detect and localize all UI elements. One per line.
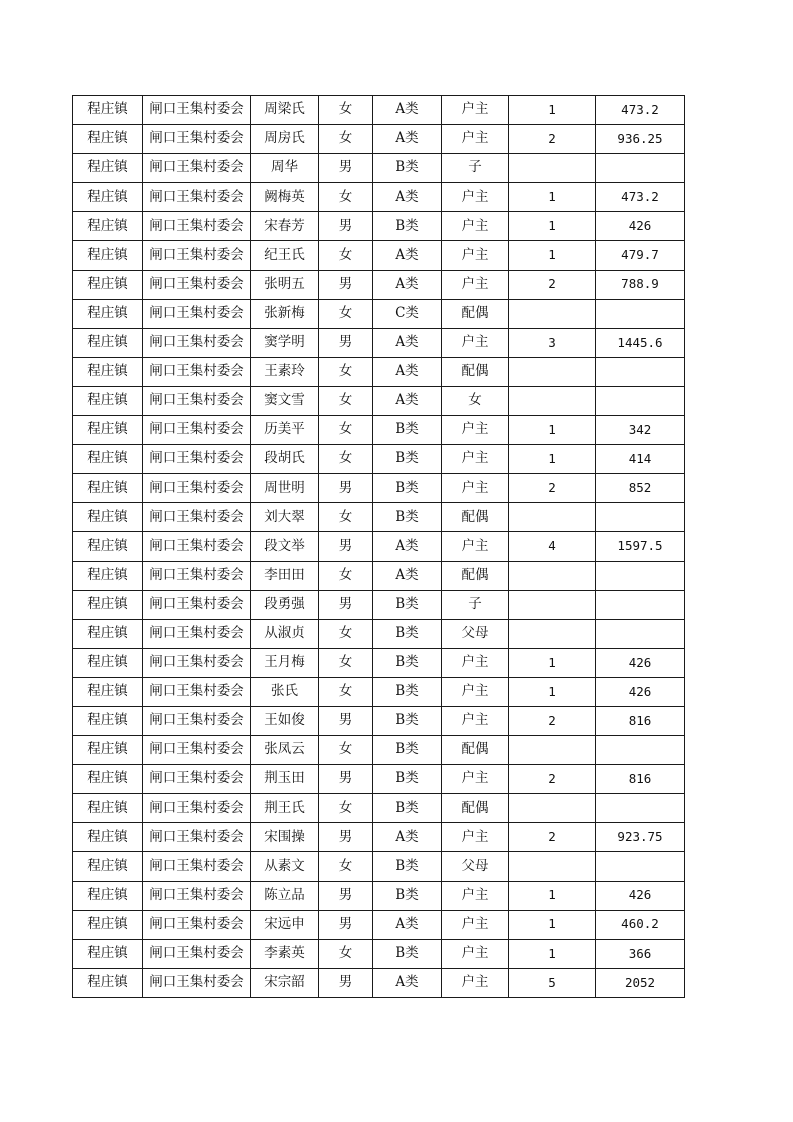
table-row xyxy=(73,445,685,474)
amount-cell: 426 xyxy=(596,212,685,241)
name-cell: 窦学明 xyxy=(251,328,319,357)
name-cell: 张新梅 xyxy=(251,299,319,328)
count-cell: 4 xyxy=(509,532,596,561)
relation-cell: 户主 xyxy=(442,96,509,125)
amount-cell: 426 xyxy=(596,648,685,677)
count-cell xyxy=(509,852,596,881)
category-cell: B类 xyxy=(373,154,442,183)
sex-cell: 男 xyxy=(319,270,373,299)
committee-cell: 闸口王集村委会 xyxy=(143,648,251,677)
amount-cell: 816 xyxy=(596,706,685,735)
relation-cell: 户主 xyxy=(442,823,509,852)
relation-cell: 户主 xyxy=(442,939,509,968)
count-cell: 2 xyxy=(509,474,596,503)
town-cell: 程庄镇 xyxy=(73,503,143,532)
town-cell: 程庄镇 xyxy=(73,212,143,241)
name-cell: 历美平 xyxy=(251,416,319,445)
name-cell: 荆王氏 xyxy=(251,794,319,823)
sex-cell: 女 xyxy=(319,503,373,532)
amount-cell xyxy=(596,852,685,881)
committee-cell: 闸口王集村委会 xyxy=(143,328,251,357)
town-cell: 程庄镇 xyxy=(73,968,143,997)
sex-cell: 女 xyxy=(319,736,373,765)
relation-cell: 配偶 xyxy=(442,561,509,590)
sex-cell: 男 xyxy=(319,765,373,794)
relation-cell: 户主 xyxy=(442,910,509,939)
table-row xyxy=(73,96,685,125)
table-row xyxy=(73,386,685,415)
category-cell: B类 xyxy=(373,416,442,445)
town-cell: 程庄镇 xyxy=(73,183,143,212)
committee-cell: 闸口王集村委会 xyxy=(143,96,251,125)
count-cell: 1 xyxy=(509,183,596,212)
committee-cell: 闸口王集村委会 xyxy=(143,619,251,648)
table-row xyxy=(73,299,685,328)
name-cell: 周梁氏 xyxy=(251,96,319,125)
category-cell: A类 xyxy=(373,386,442,415)
table-row xyxy=(73,532,685,561)
relation-cell: 配偶 xyxy=(442,299,509,328)
table-row xyxy=(73,125,685,154)
count-cell: 2 xyxy=(509,706,596,735)
town-cell: 程庄镇 xyxy=(73,765,143,794)
committee-cell: 闸口王集村委会 xyxy=(143,736,251,765)
committee-cell: 闸口王集村委会 xyxy=(143,823,251,852)
committee-cell: 闸口王集村委会 xyxy=(143,241,251,270)
relation-cell: 父母 xyxy=(442,619,509,648)
table-row xyxy=(73,706,685,735)
amount-cell xyxy=(596,503,685,532)
committee-cell: 闸口王集村委会 xyxy=(143,183,251,212)
committee-cell: 闸口王集村委会 xyxy=(143,357,251,386)
category-cell: B类 xyxy=(373,212,442,241)
town-cell: 程庄镇 xyxy=(73,881,143,910)
relation-cell: 户主 xyxy=(442,125,509,154)
relation-cell: 配偶 xyxy=(442,503,509,532)
count-cell: 1 xyxy=(509,241,596,270)
amount-cell xyxy=(596,794,685,823)
table-row xyxy=(73,503,685,532)
table-row xyxy=(73,212,685,241)
category-cell: B类 xyxy=(373,852,442,881)
sex-cell: 女 xyxy=(319,386,373,415)
town-cell: 程庄镇 xyxy=(73,706,143,735)
committee-cell: 闸口王集村委会 xyxy=(143,910,251,939)
count-cell: 2 xyxy=(509,823,596,852)
committee-cell: 闸口王集村委会 xyxy=(143,416,251,445)
amount-cell: 460.2 xyxy=(596,910,685,939)
table-row xyxy=(73,619,685,648)
count-cell xyxy=(509,590,596,619)
table-row xyxy=(73,590,685,619)
committee-cell: 闸口王集村委会 xyxy=(143,794,251,823)
committee-cell: 闸口王集村委会 xyxy=(143,386,251,415)
name-cell: 周世明 xyxy=(251,474,319,503)
amount-cell: 426 xyxy=(596,881,685,910)
name-cell: 从淑贞 xyxy=(251,619,319,648)
amount-cell xyxy=(596,299,685,328)
table-row xyxy=(73,736,685,765)
sex-cell: 女 xyxy=(319,183,373,212)
committee-cell: 闸口王集村委会 xyxy=(143,125,251,154)
relation-cell: 户主 xyxy=(442,532,509,561)
relation-cell: 女 xyxy=(442,386,509,415)
committee-cell: 闸口王集村委会 xyxy=(143,503,251,532)
sex-cell: 男 xyxy=(319,881,373,910)
name-cell: 刘大翠 xyxy=(251,503,319,532)
town-cell: 程庄镇 xyxy=(73,357,143,386)
amount-cell: 2052 xyxy=(596,968,685,997)
table-row xyxy=(73,765,685,794)
name-cell: 周华 xyxy=(251,154,319,183)
relation-cell: 子 xyxy=(442,154,509,183)
count-cell: 1 xyxy=(509,648,596,677)
roster-table xyxy=(72,95,685,998)
amount-cell: 479.7 xyxy=(596,241,685,270)
count-cell: 1 xyxy=(509,910,596,939)
category-cell: A类 xyxy=(373,241,442,270)
committee-cell: 闸口王集村委会 xyxy=(143,270,251,299)
town-cell: 程庄镇 xyxy=(73,270,143,299)
category-cell: A类 xyxy=(373,183,442,212)
town-cell: 程庄镇 xyxy=(73,619,143,648)
relation-cell: 户主 xyxy=(442,328,509,357)
name-cell: 王月梅 xyxy=(251,648,319,677)
town-cell: 程庄镇 xyxy=(73,154,143,183)
town-cell: 程庄镇 xyxy=(73,241,143,270)
amount-cell: 936.25 xyxy=(596,125,685,154)
count-cell xyxy=(509,736,596,765)
category-cell: A类 xyxy=(373,561,442,590)
relation-cell: 子 xyxy=(442,590,509,619)
relation-cell: 户主 xyxy=(442,765,509,794)
table-row xyxy=(73,648,685,677)
count-cell xyxy=(509,154,596,183)
committee-cell: 闸口王集村委会 xyxy=(143,532,251,561)
amount-cell: 816 xyxy=(596,765,685,794)
town-cell: 程庄镇 xyxy=(73,386,143,415)
table-row xyxy=(73,357,685,386)
town-cell: 程庄镇 xyxy=(73,939,143,968)
table-row xyxy=(73,270,685,299)
town-cell: 程庄镇 xyxy=(73,445,143,474)
category-cell: B类 xyxy=(373,474,442,503)
amount-cell: 1597.5 xyxy=(596,532,685,561)
town-cell: 程庄镇 xyxy=(73,823,143,852)
sex-cell: 男 xyxy=(319,968,373,997)
relation-cell: 户主 xyxy=(442,881,509,910)
committee-cell: 闸口王集村委会 xyxy=(143,765,251,794)
committee-cell: 闸口王集村委会 xyxy=(143,299,251,328)
amount-cell xyxy=(596,386,685,415)
relation-cell: 配偶 xyxy=(442,794,509,823)
name-cell: 李素英 xyxy=(251,939,319,968)
town-cell: 程庄镇 xyxy=(73,677,143,706)
sex-cell: 女 xyxy=(319,125,373,154)
relation-cell: 户主 xyxy=(442,212,509,241)
count-cell xyxy=(509,503,596,532)
table-row xyxy=(73,416,685,445)
amount-cell: 473.2 xyxy=(596,183,685,212)
sex-cell: 男 xyxy=(319,328,373,357)
count-cell xyxy=(509,619,596,648)
relation-cell: 户主 xyxy=(442,474,509,503)
town-cell: 程庄镇 xyxy=(73,590,143,619)
amount-cell: 788.9 xyxy=(596,270,685,299)
category-cell: B类 xyxy=(373,503,442,532)
table-row xyxy=(73,241,685,270)
table-row xyxy=(73,474,685,503)
name-cell: 宋宗韶 xyxy=(251,968,319,997)
name-cell: 王素玲 xyxy=(251,357,319,386)
amount-cell xyxy=(596,561,685,590)
name-cell: 段勇强 xyxy=(251,590,319,619)
amount-cell: 414 xyxy=(596,445,685,474)
relation-cell: 父母 xyxy=(442,852,509,881)
sex-cell: 女 xyxy=(319,445,373,474)
relation-cell: 户主 xyxy=(442,968,509,997)
category-cell: A类 xyxy=(373,968,442,997)
name-cell: 荆玉田 xyxy=(251,765,319,794)
relation-cell: 户主 xyxy=(442,445,509,474)
count-cell: 1 xyxy=(509,677,596,706)
table-row xyxy=(73,823,685,852)
town-cell: 程庄镇 xyxy=(73,852,143,881)
relation-cell: 户主 xyxy=(442,648,509,677)
count-cell: 3 xyxy=(509,328,596,357)
category-cell: A类 xyxy=(373,532,442,561)
table-row xyxy=(73,881,685,910)
name-cell: 段文举 xyxy=(251,532,319,561)
count-cell: 1 xyxy=(509,96,596,125)
count-cell: 2 xyxy=(509,125,596,154)
amount-cell: 1445.6 xyxy=(596,328,685,357)
category-cell: B类 xyxy=(373,706,442,735)
table-row xyxy=(73,677,685,706)
category-cell: B类 xyxy=(373,677,442,706)
town-cell: 程庄镇 xyxy=(73,474,143,503)
count-cell xyxy=(509,794,596,823)
table-row xyxy=(73,968,685,997)
category-cell: B类 xyxy=(373,765,442,794)
category-cell: B类 xyxy=(373,794,442,823)
count-cell: 1 xyxy=(509,881,596,910)
category-cell: A类 xyxy=(373,910,442,939)
count-cell: 1 xyxy=(509,416,596,445)
relation-cell: 户主 xyxy=(442,183,509,212)
town-cell: 程庄镇 xyxy=(73,910,143,939)
category-cell: B类 xyxy=(373,939,442,968)
amount-cell xyxy=(596,154,685,183)
sex-cell: 女 xyxy=(319,939,373,968)
amount-cell xyxy=(596,357,685,386)
category-cell: B类 xyxy=(373,619,442,648)
table-row xyxy=(73,794,685,823)
table-row xyxy=(73,183,685,212)
town-cell: 程庄镇 xyxy=(73,416,143,445)
town-cell: 程庄镇 xyxy=(73,299,143,328)
town-cell: 程庄镇 xyxy=(73,561,143,590)
committee-cell: 闸口王集村委会 xyxy=(143,590,251,619)
amount-cell xyxy=(596,736,685,765)
name-cell: 窦文雪 xyxy=(251,386,319,415)
count-cell: 2 xyxy=(509,270,596,299)
committee-cell: 闸口王集村委会 xyxy=(143,677,251,706)
committee-cell: 闸口王集村委会 xyxy=(143,852,251,881)
category-cell: B类 xyxy=(373,590,442,619)
name-cell: 段胡氏 xyxy=(251,445,319,474)
count-cell: 5 xyxy=(509,968,596,997)
committee-cell: 闸口王集村委会 xyxy=(143,212,251,241)
sex-cell: 男 xyxy=(319,706,373,735)
table-row xyxy=(73,910,685,939)
town-cell: 程庄镇 xyxy=(73,736,143,765)
sex-cell: 女 xyxy=(319,561,373,590)
sex-cell: 女 xyxy=(319,677,373,706)
category-cell: B类 xyxy=(373,736,442,765)
category-cell: A类 xyxy=(373,96,442,125)
committee-cell: 闸口王集村委会 xyxy=(143,881,251,910)
amount-cell: 473.2 xyxy=(596,96,685,125)
sex-cell: 男 xyxy=(319,590,373,619)
amount-cell: 923.75 xyxy=(596,823,685,852)
count-cell xyxy=(509,357,596,386)
count-cell xyxy=(509,299,596,328)
count-cell: 1 xyxy=(509,445,596,474)
name-cell: 宋远申 xyxy=(251,910,319,939)
relation-cell: 户主 xyxy=(442,706,509,735)
amount-cell xyxy=(596,619,685,648)
name-cell: 张氏 xyxy=(251,677,319,706)
name-cell: 张明五 xyxy=(251,270,319,299)
sex-cell: 男 xyxy=(319,154,373,183)
sex-cell: 女 xyxy=(319,241,373,270)
sex-cell: 女 xyxy=(319,619,373,648)
committee-cell: 闸口王集村委会 xyxy=(143,939,251,968)
sex-cell: 女 xyxy=(319,357,373,386)
count-cell xyxy=(509,561,596,590)
name-cell: 从素文 xyxy=(251,852,319,881)
relation-cell: 户主 xyxy=(442,270,509,299)
relation-cell: 配偶 xyxy=(442,736,509,765)
table-row xyxy=(73,328,685,357)
category-cell: B类 xyxy=(373,445,442,474)
relation-cell: 户主 xyxy=(442,416,509,445)
category-cell: A类 xyxy=(373,823,442,852)
town-cell: 程庄镇 xyxy=(73,125,143,154)
count-cell: 2 xyxy=(509,765,596,794)
town-cell: 程庄镇 xyxy=(73,794,143,823)
amount-cell: 342 xyxy=(596,416,685,445)
sex-cell: 男 xyxy=(319,532,373,561)
sex-cell: 女 xyxy=(319,852,373,881)
name-cell: 阙梅英 xyxy=(251,183,319,212)
name-cell: 李田田 xyxy=(251,561,319,590)
sex-cell: 男 xyxy=(319,474,373,503)
sex-cell: 女 xyxy=(319,96,373,125)
sex-cell: 男 xyxy=(319,910,373,939)
category-cell: C类 xyxy=(373,299,442,328)
town-cell: 程庄镇 xyxy=(73,328,143,357)
committee-cell: 闸口王集村委会 xyxy=(143,474,251,503)
name-cell: 张凤云 xyxy=(251,736,319,765)
name-cell: 宋围操 xyxy=(251,823,319,852)
table-row xyxy=(73,154,685,183)
amount-cell: 852 xyxy=(596,474,685,503)
sex-cell: 女 xyxy=(319,794,373,823)
name-cell: 周房氏 xyxy=(251,125,319,154)
committee-cell: 闸口王集村委会 xyxy=(143,968,251,997)
committee-cell: 闸口王集村委会 xyxy=(143,154,251,183)
relation-cell: 配偶 xyxy=(442,357,509,386)
category-cell: B类 xyxy=(373,881,442,910)
category-cell: A类 xyxy=(373,328,442,357)
sex-cell: 女 xyxy=(319,299,373,328)
committee-cell: 闸口王集村委会 xyxy=(143,706,251,735)
count-cell: 1 xyxy=(509,212,596,241)
town-cell: 程庄镇 xyxy=(73,648,143,677)
town-cell: 程庄镇 xyxy=(73,96,143,125)
relation-cell: 户主 xyxy=(442,241,509,270)
table-row xyxy=(73,852,685,881)
sex-cell: 男 xyxy=(319,823,373,852)
amount-cell: 426 xyxy=(596,677,685,706)
name-cell: 王如俊 xyxy=(251,706,319,735)
name-cell: 纪王氏 xyxy=(251,241,319,270)
sex-cell: 男 xyxy=(319,212,373,241)
committee-cell: 闸口王集村委会 xyxy=(143,445,251,474)
count-cell: 1 xyxy=(509,939,596,968)
category-cell: A类 xyxy=(373,357,442,386)
count-cell xyxy=(509,386,596,415)
category-cell: B类 xyxy=(373,648,442,677)
amount-cell xyxy=(596,590,685,619)
amount-cell: 366 xyxy=(596,939,685,968)
table-row xyxy=(73,939,685,968)
table-row xyxy=(73,561,685,590)
town-cell: 程庄镇 xyxy=(73,532,143,561)
category-cell: A类 xyxy=(373,125,442,154)
sex-cell: 女 xyxy=(319,648,373,677)
name-cell: 宋春芳 xyxy=(251,212,319,241)
roster-body xyxy=(73,96,685,998)
relation-cell: 户主 xyxy=(442,677,509,706)
name-cell: 陈立品 xyxy=(251,881,319,910)
sex-cell: 女 xyxy=(319,416,373,445)
category-cell: A类 xyxy=(373,270,442,299)
committee-cell: 闸口王集村委会 xyxy=(143,561,251,590)
